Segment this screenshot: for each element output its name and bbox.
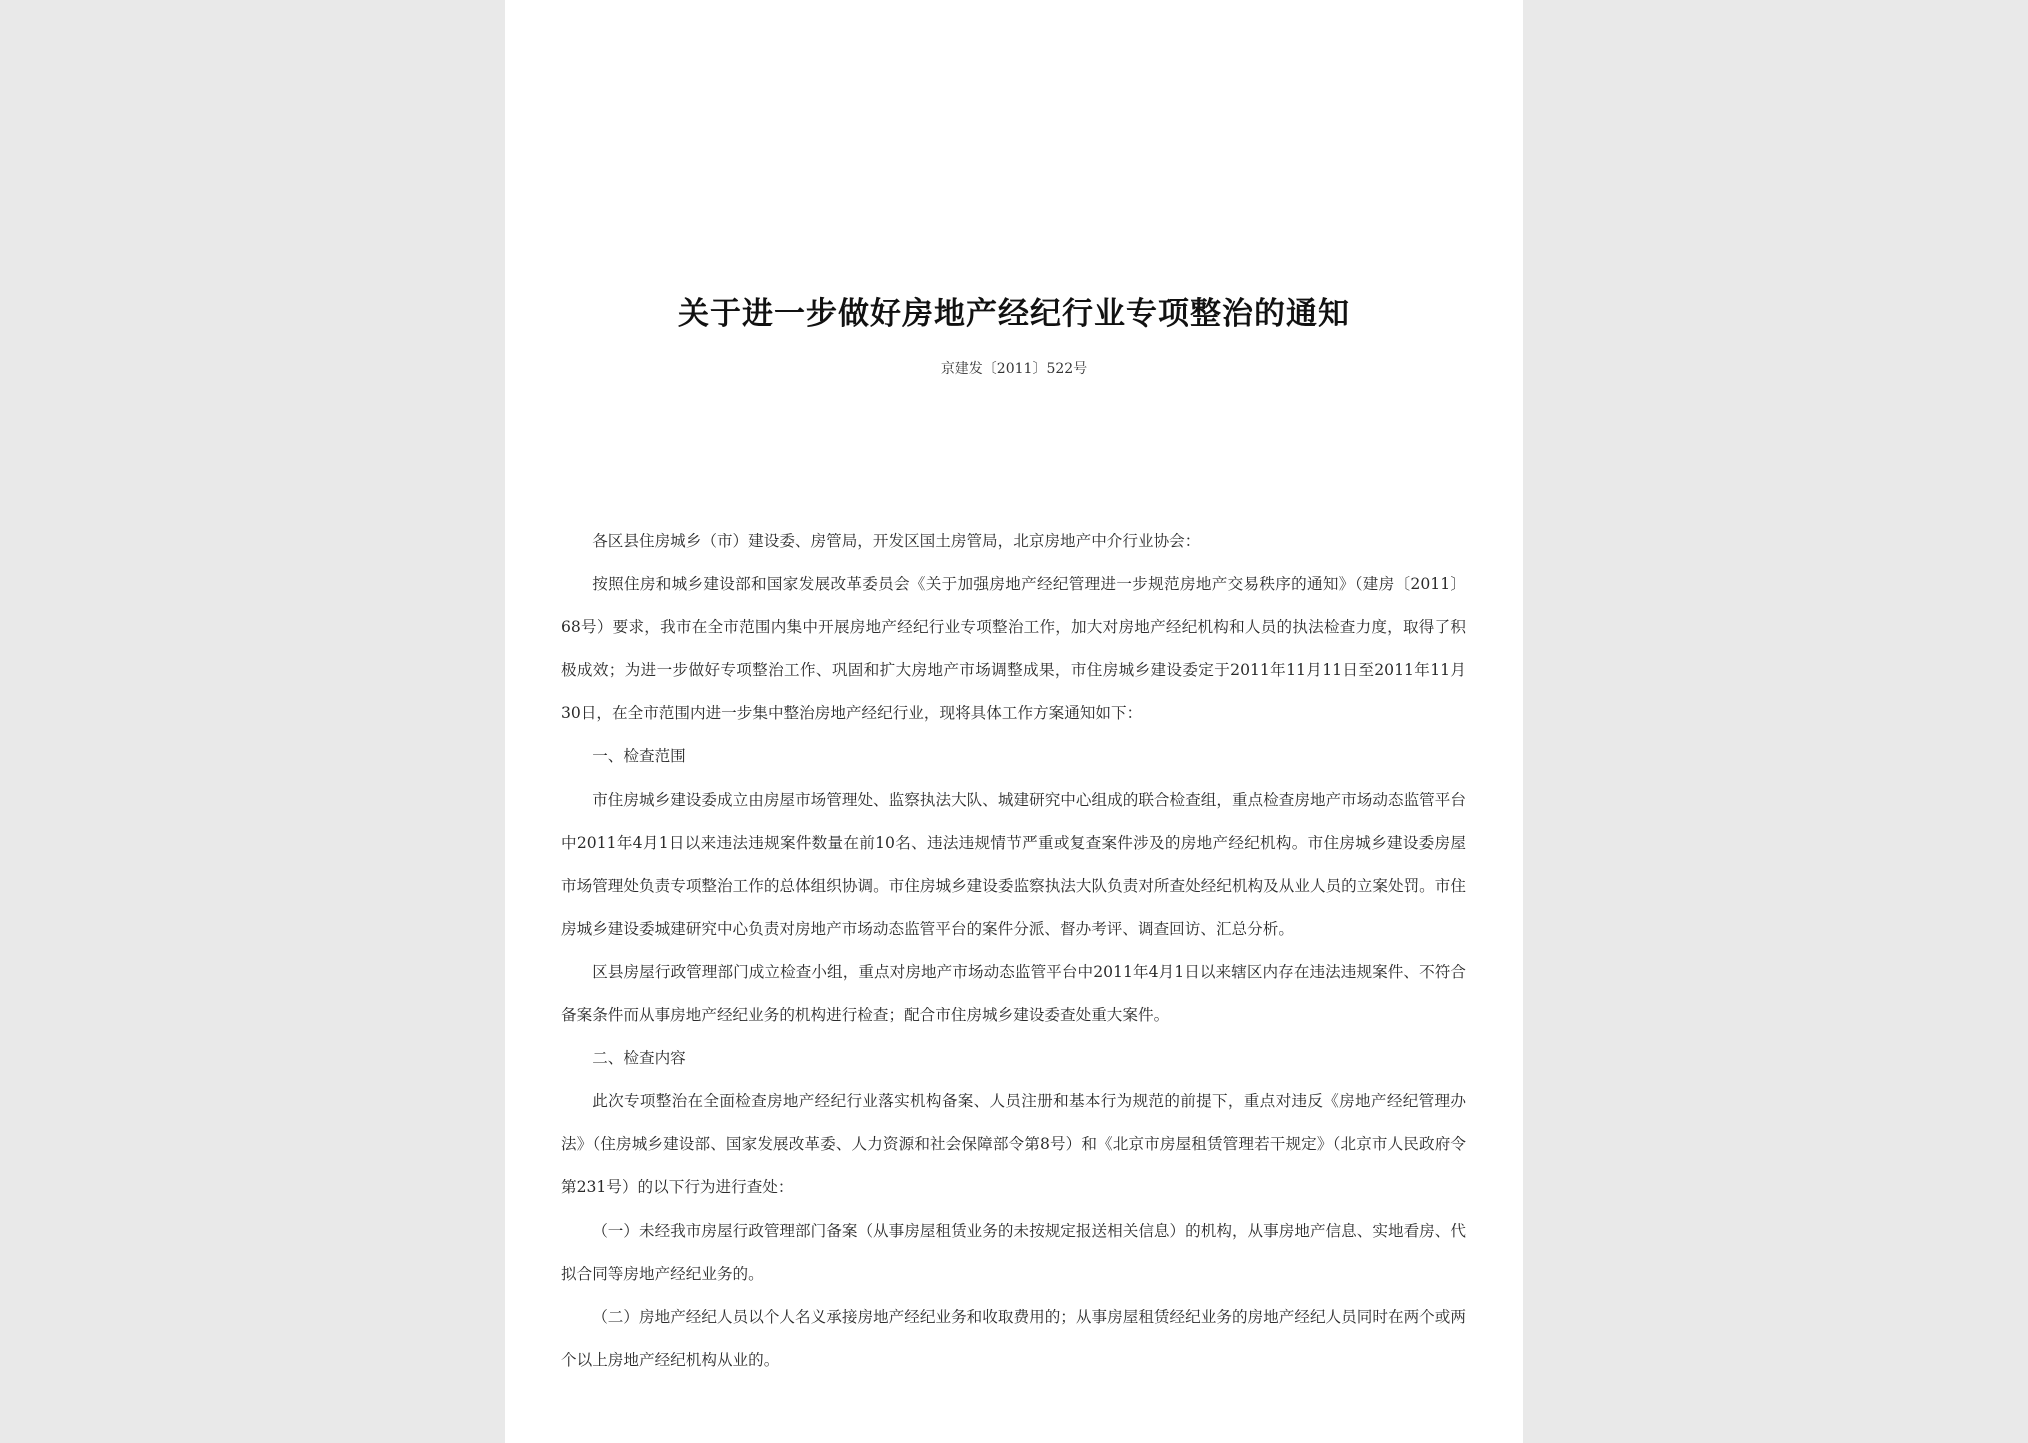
paragraph: 按照住房和城乡建设部和国家发展改革委员会《关于加强房地产经纪管理进一步规范房地产交易秩序的通知》（建房〔2011〕68号）要求，我市在全市范围内集中开展房地产经纪行业专项整治工作，加大对房地产经纪机构和人员的执法检查力度，取得了积极成效；为进一步做好专项整治工作、巩固和扩大房地产市场调整成果，市住房城乡建设委定于2011年11月11日至2011年11月30日，在全市范围内进一步集中整治房地产经纪行业，现将具体工作方案通知如下：	[561, 575, 1466, 723]
document-title: 关于进一步做好房地产经纪行业专项整治的通知	[678, 296, 1350, 332]
document-body	[561, 520, 1466, 1382]
paragraph: 区县房屋行政管理部门成立检查小组，重点对房地产市场动态监管平台中2011年4月1日以来辖区内存在违法违规案件、不符合备案条件而从事房地产经纪业务的机构进行检查；配合市住房城乡建设委查处重大案件。	[561, 962, 1466, 1025]
paragraph: 此次专项整治在全面检查房地产经纪行业落实机构备案、人员注册和基本行为规范的前提下，重点对违反《房地产经纪管理办法》（住房城乡建设部、国家发展改革委、人力资源和社会保障部令第8号）和《北京市房屋租赁管理若干规定》（北京市人民政府令第231号）的以下行为进行查处：	[561, 1092, 1466, 1197]
salutation: 各区县住房城乡（市）建设委、房管局，开发区国土房管局，北京房地产中介行业协会：	[592, 532, 1201, 550]
section-heading: 二、检查内容	[592, 1049, 686, 1068]
list-item: （二）房地产经纪人员以个人名义承接房地产经纪业务和收取费用的；从事房屋租赁经纪业务的房地产经纪人员同时在两个或两个以上房地产经纪机构从业的。	[561, 1307, 1466, 1369]
list-item: （一）未经我市房屋行政管理部门备案（从事房屋租赁业务的未按规定报送相关信息）的机构，从事房地产信息、实地看房、代拟合同等房地产经纪业务的。	[561, 1221, 1466, 1283]
paragraph: 市住房城乡建设委成立由房屋市场管理处、监察执法大队、城建研究中心组成的联合检查组，重点检查房地产市场动态监管平台中2011年4月1日以来违法违规案件数量在前10名、违法违规情节严重或复查案件涉及的房地产经纪机构。市住房城乡建设委房屋市场管理处负责专项整治工作的总体组织协调。市住房城乡建设委监察执法大队负责对所查处经纪机构及从业人员的立案处罚。市住房城乡建设委城建研究中心负责对房地产市场动态监管平台的案件分派、督办考评、调查回访、汇总分析。	[561, 790, 1466, 938]
document-page	[505, 0, 1523, 1443]
document-number: 京建发〔2011〕522号	[940, 361, 1088, 377]
section-heading: 一、检查范围	[592, 747, 686, 766]
